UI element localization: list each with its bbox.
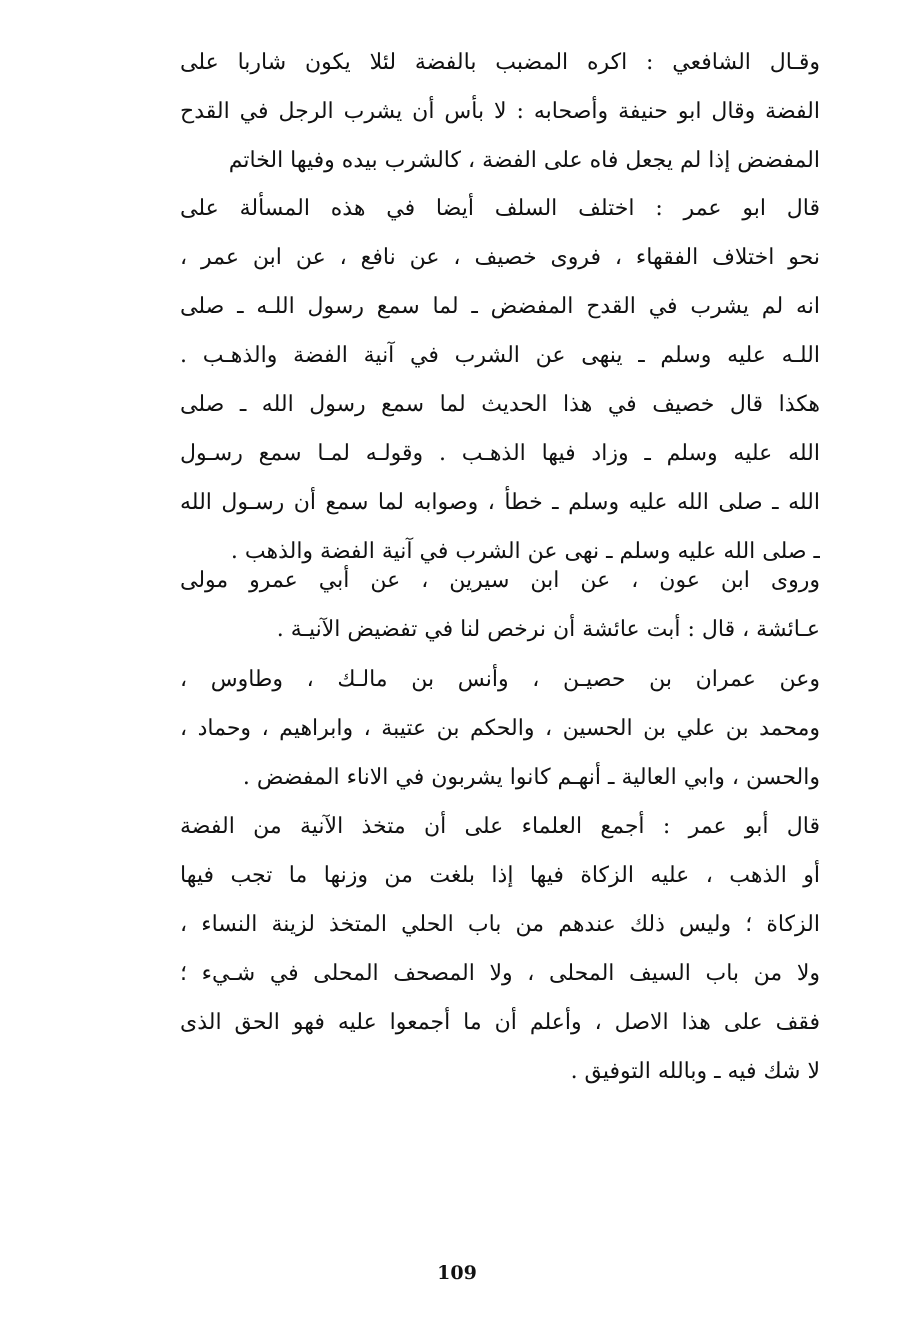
text-line: والحسن ، وابي العالية ـ أنهـم كانوا يشربون في الاناء المفضض . — [242, 765, 820, 790]
paragraph — [180, 802, 820, 1096]
body-text — [180, 0, 820, 1200]
text-line: وروى ابن عون ، عن ابن سيرين ، عن أبي عمرو مولى — [180, 568, 820, 593]
page-number: 109 — [437, 1262, 477, 1284]
text-line: المفضض إذا لم يجعل فاه على الفضة ، كالشرب بيده وفيها الخاتم — [228, 148, 820, 173]
text-line: انه لم يشرب في القدح المفضض ـ لما سمع رسول اللـه ـ صلى — [180, 294, 820, 319]
text-line: نحو اختلاف الفقهاء ، فروى خصيف ، عن نافع ، عن ابن عمر ، — [180, 245, 820, 270]
text-line: ومحمد بن علي بن الحسين ، والحكم بن عتيبة ، وابراهيم ، وحماد ، — [180, 716, 820, 741]
text-line: قال ابو عمر : اختلف السلف أيضا في هذه المسألة على — [180, 196, 820, 221]
text-line: الله ـ صلى الله عليه وسلم ـ خطأ ، وصوابه لما سمع أن رسـول الله — [180, 490, 820, 515]
text-line: الفضة وقال ابو حنيفة وأصحابه : لا بأس أن يشرب الرجل في القدح — [180, 99, 820, 124]
text-line: وقـال الشافعي : اكره المضبب بالفضة لئلا يكون شاربا على — [180, 50, 820, 75]
text-line: أو الذهب ، عليه الزكاة فيها إذا بلغت من وزنها ما تجب فيها — [180, 863, 820, 888]
text-line: ولا من باب السيف المحلى ، ولا المصحف المحلى في شـيء ؛ — [180, 961, 820, 986]
text-line: ـ صلى الله عليه وسلم ـ نهى عن الشرب في آنية الفضة والذهب . — [230, 539, 820, 564]
text-line: وعن عمران بن حصيـن ، وأنس بن مالـك ، وطاوس ، — [180, 667, 820, 692]
text-line: الله عليه وسلم ـ وزاد فيها الذهـب . وقولـه لمـا سمع رسـول — [180, 441, 820, 466]
paragraph — [180, 38, 820, 185]
paragraph — [180, 184, 820, 576]
text-line: اللـه عليه وسلم ـ ينهى عن الشرب في آنية الفضة والذهـب . — [180, 343, 820, 368]
text-line: قال أبو عمر : أجمع العلماء على أن متخذ الآنية من الفضة — [180, 814, 820, 839]
paragraph — [180, 556, 820, 654]
text-line: فقف على هذا الاصل ، وأعلم أن ما أجمعوا عليه فهو الحق الذى — [180, 1010, 820, 1035]
text-line: الزكاة ؛ وليس ذلك عندهم من باب الحلي المتخذ لزينة النساء ، — [180, 912, 820, 937]
paragraph — [180, 655, 820, 802]
text-line: عـائشة ، قال : أبت عائشة أن نرخص لنا في تفضيض الآنيـة . — [276, 617, 820, 642]
text-line: هكذا قال خصيف في هذا الحديث لما سمع رسول الله ـ صلى — [180, 392, 820, 417]
text-line: لا شك فيه ـ وبالله التوفيق . — [570, 1059, 820, 1084]
